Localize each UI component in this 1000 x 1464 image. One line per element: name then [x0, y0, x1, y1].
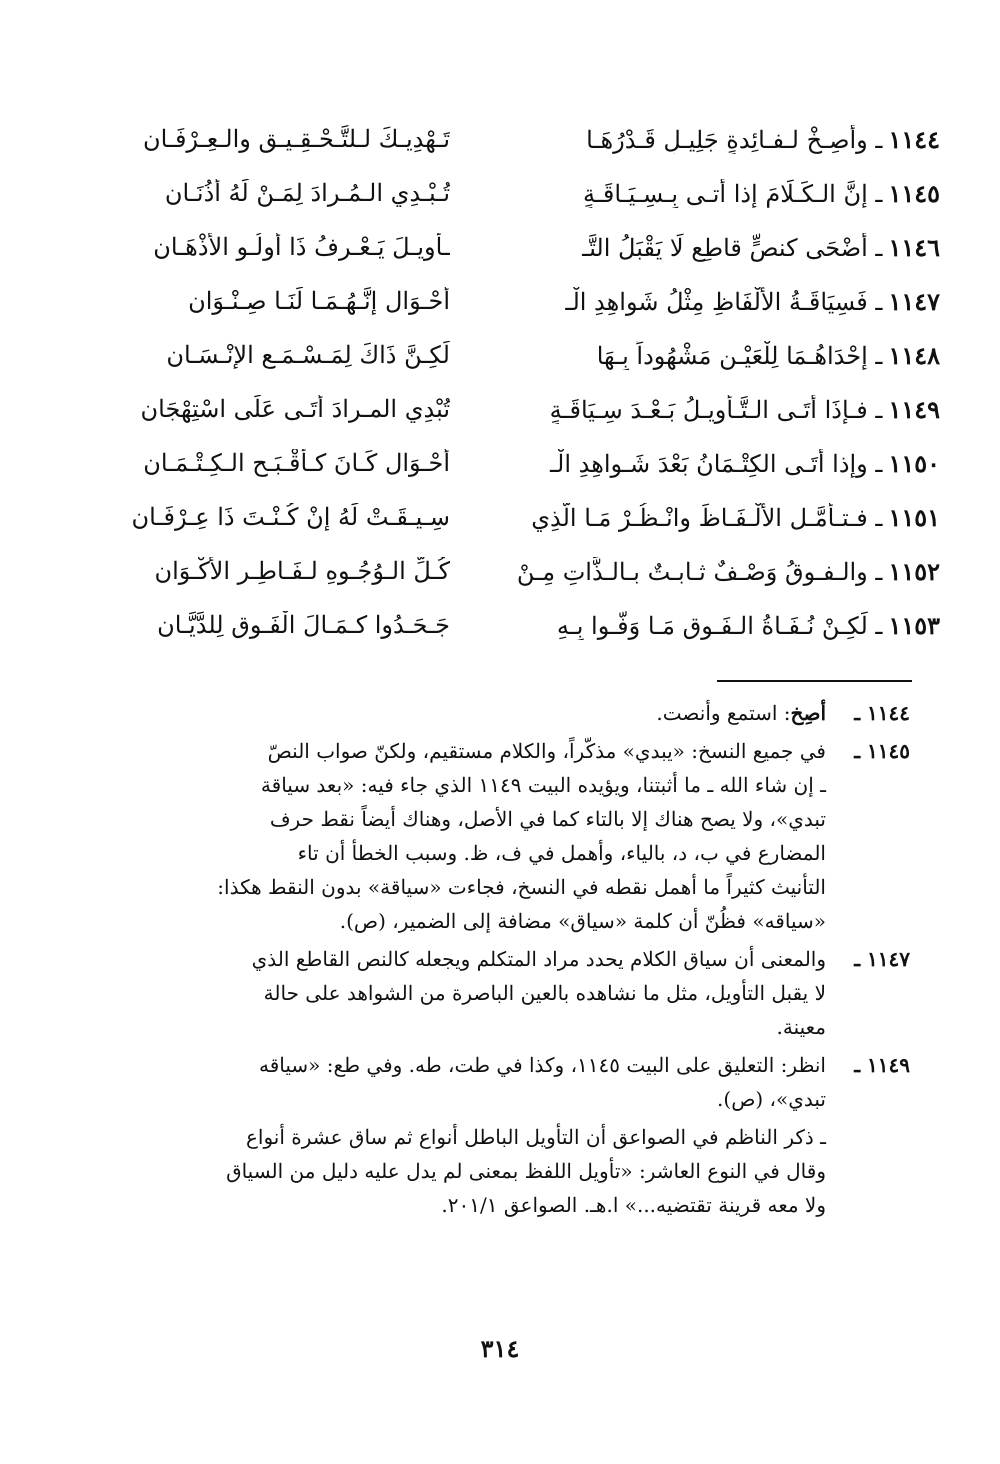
- verse-row: [40, 544, 940, 598]
- verse-number: ١١٤٨: [888, 340, 940, 370]
- footnote-number: ١١٤٤ ـ: [854, 701, 910, 725]
- footnote-line: وقال في النوع العاشر: «تأويل اللفظ بمعنى لم يدل عليه دليل من السياق: [226, 1159, 826, 1183]
- verse-first-hemistich: ١١٤٦ـ أضْحَى كنصٍّ قاطِعٍ لَا يَقْبَلُ التَّـ: [582, 232, 940, 262]
- footnote-1149: [48, 1048, 910, 1116]
- verse-number: ١١٥٠: [888, 448, 940, 478]
- footnote-1145: [48, 734, 910, 938]
- verse-second-hemistich: تُبْدِي المـرادَ أتَـى عَلَى اسْتِهْجَانِ: [140, 395, 450, 423]
- verse-number: ١١٤٥: [888, 178, 940, 208]
- verse-first-hemistich: ١١٤٧ـ فَسِيَاقَـةُ الألْفَاظِ مِثْلُ شَواهِدِ الْـ: [565, 286, 940, 316]
- verse-number: ١١٤٧: [888, 286, 940, 316]
- verse-first-hemistich: ١١٥١ـ فـتـأمَّـلِ الألْـفَـاظَ وانْـظُـرْ مَـا الَّذِي: [531, 502, 940, 532]
- footnote-line: التأنيث كثيراً ما أهمل نقطه في النسخ، فجاءت «سياقة» بدون النقط هكذا:: [217, 875, 826, 899]
- footnote-1144: [48, 696, 910, 730]
- footnotes: [48, 696, 910, 1226]
- footnote-text: : استمع وأنصت.: [656, 701, 791, 725]
- footnote-line: ولا معه قرينة تقتضيه...» ا.هـ. الصواعق ٢٠١/١.: [441, 1193, 826, 1217]
- verse-row: [40, 112, 940, 166]
- verse-first-hemistich: ١١٥٣ـ لَكِـنْ نُـفَـاةُ الـفَـوقِ مَـا وَفَّـوا بِـهِ: [556, 610, 940, 640]
- footnote-line: ـ ذكر الناظم في الصواعق أن التأويل الباطل أنواع ثم ساق عشرة أنواع: [245, 1125, 826, 1149]
- verse-second-hemistich: تُـبْـدِي الـمُـرادَ لِمَـنْ لَهُ أُذُنَـانِ: [164, 179, 450, 207]
- footnote-1147: [48, 942, 910, 1044]
- verse-second-hemistich: أحْـوَالِ إنَّـهُـمَـا لَنَـا صِـنْـوَانِ: [188, 287, 450, 315]
- poem-verses: [40, 112, 940, 652]
- footnote-line: لا يقبل التأويل، مثل ما نشاهده بالعين الباصرة من الشواهد على حالة: [263, 981, 826, 1005]
- verse-first-hemistich: ١١٤٥ـ إنَّ الـكَـلَامَ إذا أتـى بِـسِـيَـاقَـةٍ: [582, 178, 940, 208]
- footnote-line: تبدي»، ولا يصح هناك إلا بالتاء كما في الأصل، وهناك أيضاً نقط حرف: [269, 807, 826, 831]
- verse-row: [40, 382, 940, 436]
- verse-row: [40, 328, 940, 382]
- verse-number: ١١٤٩: [888, 394, 940, 424]
- footnote-line: ـ إن شاء الله ـ ما أثبتنا، ويؤيده البيت ١١٤٩ الذي جاء فيه: «بعد سياقة: [260, 773, 826, 797]
- footnote-1149-continuation: [48, 1120, 910, 1222]
- footnote-number: ١١٤٧ ـ: [854, 947, 910, 971]
- footnote-number: ١١٤٩ ـ: [854, 1053, 910, 1077]
- footnote-line: في جميع النسخ: «يبدي» مذكّراً، والكلام مستقيم، ولكنّ صواب النصّ: [267, 739, 826, 763]
- verse-number: ١١٥١: [888, 502, 940, 532]
- footnote-line: انظر: التعليق على البيت ١١٤٥، وكذا في طت، طه. وفي طع: «سياقه: [259, 1053, 826, 1077]
- verse-first-hemistich: ١١٥٢ـ والـفـوقُ وَصْـفٌ ثـابـتٌ بـالـذَّاتِ مِـنْ: [516, 556, 940, 586]
- footnote-number: ١١٤٥ ـ: [854, 739, 910, 763]
- verse-second-hemistich: سِـيـقَـتْ لَهُ إنْ كُـنْـتَ ذَا عِـرْفَـانِ: [131, 503, 450, 531]
- verse-second-hemistich: لَكِـنَّ ذَاكَ لِمَـسْـمَـعِ الإنْـسَـانِ: [166, 341, 450, 369]
- verse-first-hemistich: ١١٤٩ـ فـإذَا أتَـى الـتَّـأويـلُ بَـعْـدَ سِـيَاقَـةٍ: [549, 394, 940, 424]
- verse-first-hemistich: ١١٥٠ـ وإذا أتَـى الكِتْـمَانُ بَعْدَ شَـواهِدِ الْـ: [549, 448, 940, 478]
- footnote-line: معينة.: [776, 1015, 826, 1039]
- verse-number: ١١٤٦: [888, 232, 940, 262]
- verse-row: [40, 598, 940, 652]
- verse-second-hemistich: أحْـوَالِ كَـانَ كـأقْـبَـحِ الـكِـتْـمَـانِ: [143, 449, 450, 477]
- footnote-line: المضارع في ب، د، بالياء، وأهمل في ف، ظ. وسبب الخطأ أن تاء: [297, 841, 826, 865]
- verse-second-hemistich: جَـحَـدُوا كـمَـالَ الْفَـوقِ لِلدَّيَّـانِ: [157, 611, 450, 639]
- verse-second-hemistich: تَـهْدِيـكَ لـلتَّـحْـقِـيـقِ والـعِـرْفَـانِ: [142, 125, 450, 153]
- footnote-line: والمعنى أن سياق الكلام يحدد مراد المتكلم ويجعله كالنص القاطع الذي: [251, 947, 826, 971]
- verse-second-hemistich: كُـلِّ الـوُجُـوهِ لـفَـاطِـرِ الأكْـوَانِ: [154, 557, 450, 585]
- verse-row: [40, 166, 940, 220]
- verse-number: ١١٥٢: [888, 556, 940, 586]
- verse-first-hemistich: ١١٤٤ـ وأصِـخْ لـفـائِدةٍ جَلِيـلٍ قَـدْرُهَـا: [586, 124, 940, 154]
- verse-number: ١١٥٣: [888, 610, 940, 640]
- footnote-line: «سياقه» فظُنّ أن كلمة «سياق» مضافة إلى الضمير، (ص).: [339, 909, 826, 933]
- verse-first-hemistich: ١١٤٨ـ إحْدَاهُـمَا لِلْعَيْـنِ مَشْهُوداً بِـهَا: [596, 340, 940, 370]
- verse-second-hemistich: ـأويـلَ يَـعْـرِفُ ذَا أُولُـو الأذْهَـانِ: [153, 233, 450, 261]
- verse-number: ١١٤٤: [888, 124, 940, 154]
- page-number: ٣١٤: [480, 1334, 520, 1363]
- footnote-line: تبدي»، (ص).: [717, 1087, 826, 1111]
- footnote-divider: [717, 680, 912, 682]
- verse-row: [40, 436, 940, 490]
- verse-row: [40, 274, 940, 328]
- verse-row: [40, 220, 940, 274]
- verse-row: [40, 490, 940, 544]
- footnote-term: أصِخ: [790, 701, 826, 725]
